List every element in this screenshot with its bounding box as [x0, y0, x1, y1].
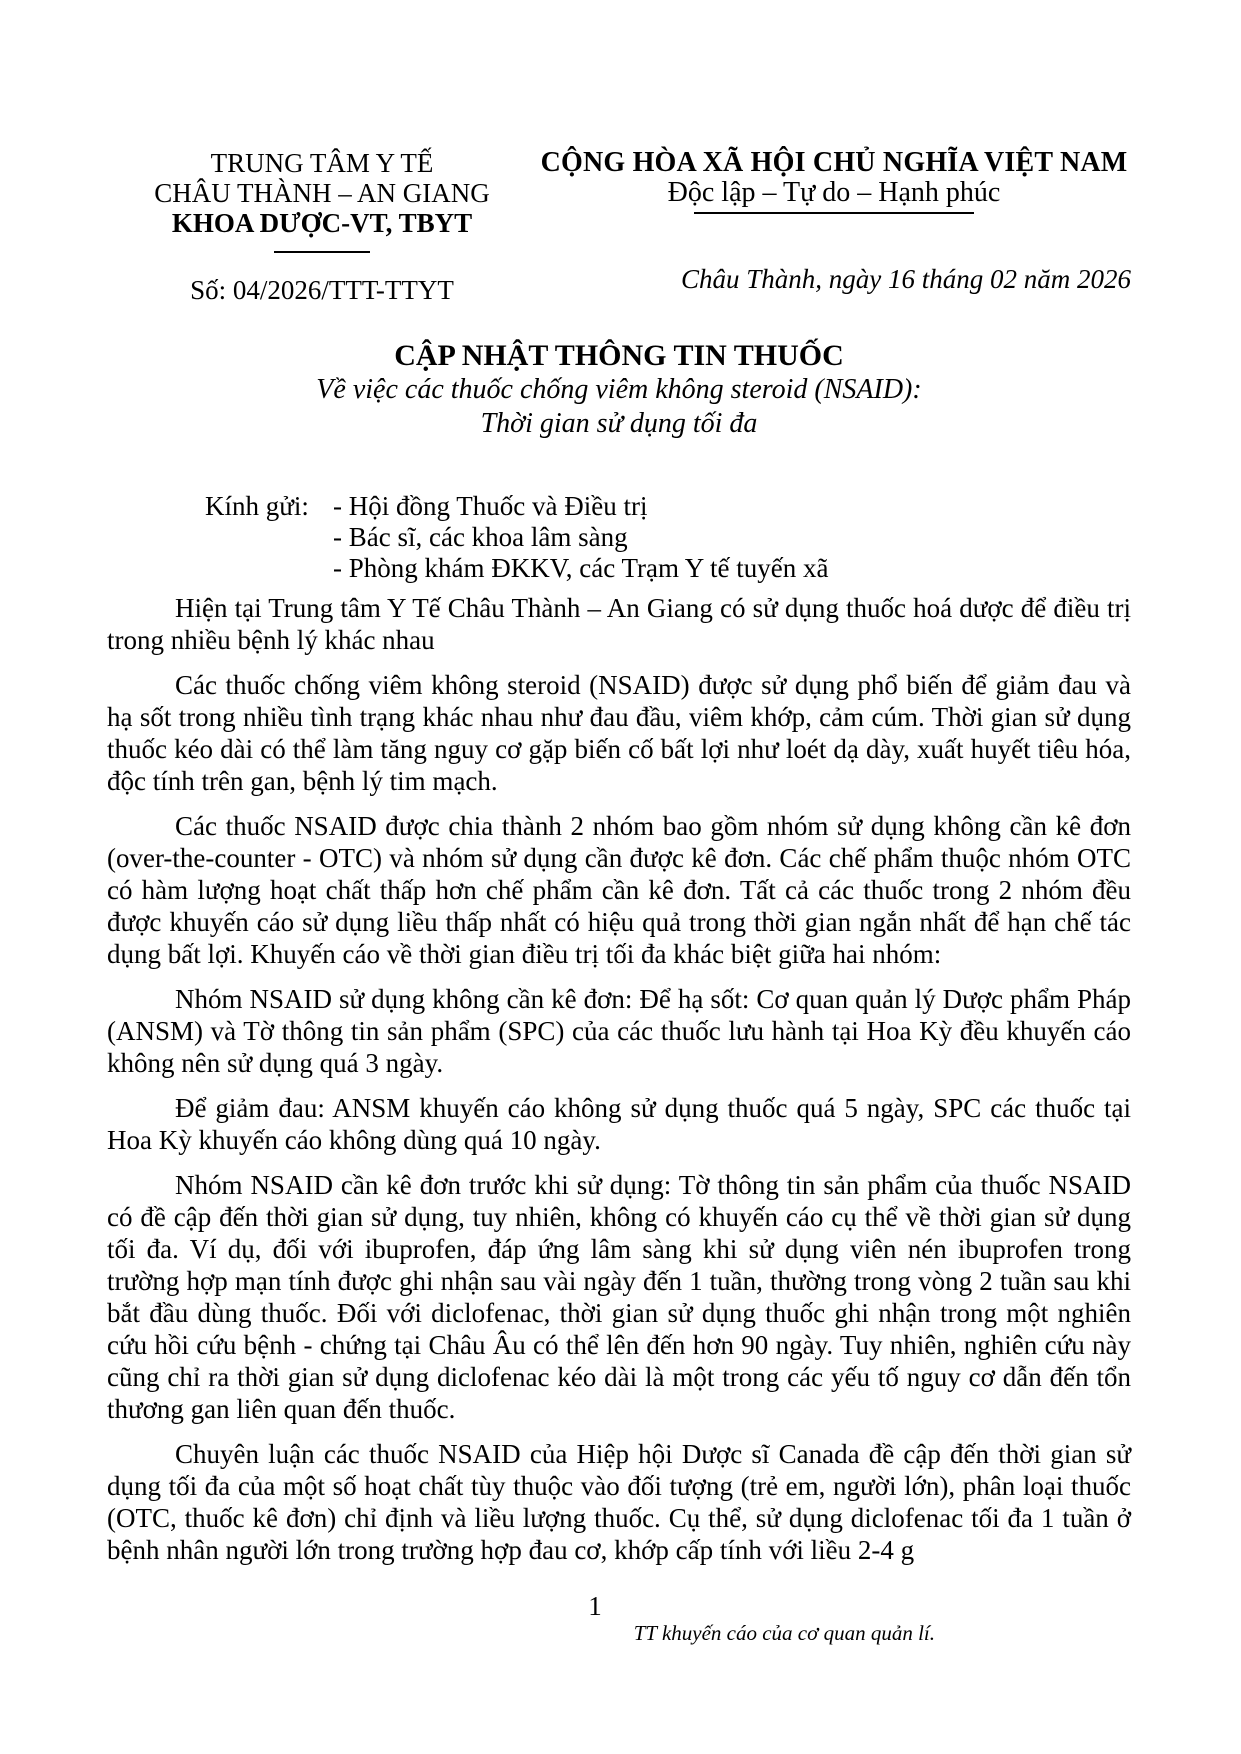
recipient-item: - Hội đồng Thuốc và Điều trị	[333, 491, 648, 521]
document-subtitle-line2: Thời gian sử dụng tối đa	[480, 408, 758, 439]
recipient-item: - Bác sĩ, các khoa lâm sàng	[333, 522, 628, 552]
recipient-item: - Phòng khám ĐKKV, các Trạm Y tế tuyến xã	[333, 553, 829, 583]
document-content	[107, 148, 1131, 1579]
body-paragraph: Để giảm đau: ANSM khuyến cáo không sử dụng thuốc quá 5 ngày, SPC các thuốc tại Hoa Kỳ khuyến cáo không dùng quá 10 ngày.	[107, 1093, 1131, 1155]
org-divider-rule	[274, 251, 370, 253]
motto-divider-rule	[694, 212, 974, 214]
document-title: CẬP NHẬT THÔNG TIN THUỐC	[394, 339, 844, 372]
issuing-org-block	[107, 148, 537, 305]
org-department: KHOA DƯỢC-VT, TBYT	[171, 208, 473, 238]
document-number: Số: 04/2026/TTT-TTYT	[190, 275, 454, 305]
recipients-label: Kính gửi:	[205, 491, 309, 521]
org-name-line1: TRUNG TÂM Y TẾ	[210, 148, 434, 178]
national-header-block	[537, 148, 1131, 305]
document-header	[107, 148, 1131, 305]
recipients-list	[333, 491, 828, 584]
page-number: 1	[588, 1591, 602, 1621]
document-subtitle-line1: Về việc các thuốc chống viêm không steroid (NSAID):	[316, 374, 922, 405]
place-and-date: Châu Thành, ngày 16 tháng 02 năm 2026	[680, 264, 1131, 294]
document-body	[107, 592, 1131, 1566]
body-paragraph: Nhóm NSAID sử dụng không cần kê đơn: Để hạ sốt: Cơ quan quản lý Dược phẩm Pháp (ANSM) và Tờ thông tin sản phẩm (SPC) của các thuốc lưu hành tại Hoa Kỳ đều khuyến cáo không nên sử dụng quá 3 ngày.	[107, 984, 1131, 1078]
body-paragraph: Chuyên luận các thuốc NSAID của Hiệp hội Dược sĩ Canada đề cập đến thời gian sử dụng tối đa của một số hoạt chất tùy thuộc vào đối tượng (trẻ em, người lớn), phân loại thuốc (OTC, thuốc kê đơn) chỉ định và liều lượng thuốc. Cụ thể, sử dụng diclofenac tối đa 1 tuần ở bệnh nhân người lớn trong trường hợp đau cơ, khớp cấp tính với liều 2-4 g	[107, 1439, 1131, 1565]
body-paragraph: Các thuốc NSAID được chia thành 2 nhóm bao gồm nhóm sử dụng không cần kê đơn (over-the-counter - OTC) và nhóm sử dụng cần được kê đơn. Các chế phẩm thuộc nhóm OTC có hàm lượng hoạt chất thấp hơn chế phẩm cần kê đơn. Tất cả các thuốc trong 2 nhóm đều được khuyến cáo sử dụng liều thấp nhất có hiệu quả trong thời gian ngắn nhất để hạn chế tác dụng bất lợi. Khuyến cáo về thời gian điều trị tối đa khác biệt giữa hai nhóm:	[107, 811, 1131, 969]
body-paragraph: Các thuốc chống viêm không steroid (NSAID) được sử dụng phổ biến để giảm đau và hạ sốt trong nhiều tình trạng khác nhau như đau đầu, viêm khớp, cảm cúm. Thời gian sử dụng thuốc kéo dài có thể làm tăng nguy cơ gặp biến cố bất lợi như loét dạ dày, xuất huyết tiêu hóa, độc tính trên gan, bệnh lý tim mạch.	[107, 670, 1131, 796]
national-motto: Độc lập – Tự do – Hạnh phúc	[667, 177, 1001, 208]
recipients-block	[205, 491, 1131, 584]
body-paragraph: Hiện tại Trung tâm Y Tế Châu Thành – An Giang có sử dụng thuốc hoá dược để điều trị trong nhiều bệnh lý khác nhau	[107, 593, 1131, 655]
org-name-line2: CHÂU THÀNH – AN GIANG	[154, 178, 490, 208]
body-paragraph: Nhóm NSAID cần kê đơn trước khi sử dụng: Tờ thông tin sản phẩm của thuốc NSAID có đề cập đến thời gian sử dụng, tuy nhiên, không có khuyến cáo cụ thể về thời gian sử dụng tối đa. Ví dụ, đối với ibuprofen, đáp ứng lâm sàng khi sử dụng viên nén ibuprofen trong trường hợp mạn tính được ghi nhận sau vài ngày đến 1 tuần, thường trong vòng 2 tuần sau khi bắt đầu dùng thuốc. Đối với diclofenac, thời gian sử dụng thuốc ghi nhận trong một nghiên cứu hồi cứu bệnh - chứng tại Châu Âu có thể lên đến hơn 90 ngày. Tuy nhiên, nghiên cứu này cũng chỉ ra thời gian sử dụng diclofenac kéo dài là một trong các yếu tố nguy cơ dẫn đến tổn thương gan liên quan đến thuốc.	[107, 1170, 1131, 1424]
footer-note: TT khuyến cáo của cơ quan quản lí.	[633, 1621, 935, 1645]
national-title: CỘNG HÒA XÃ HỘI CHỦ NGHĨA VIỆT NAM	[540, 147, 1128, 178]
